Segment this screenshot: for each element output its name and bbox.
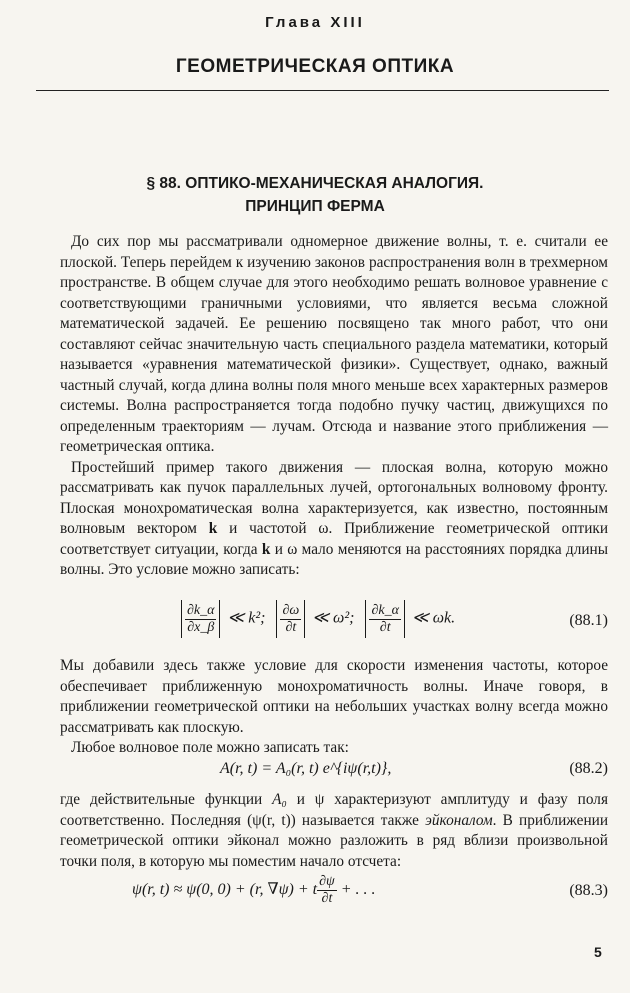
section-title-line2: ПРИНЦИП ФЕРМА [245,198,385,215]
equation-number: (88.3) [569,882,608,899]
paragraph-2: Простейший пример такого движения — плоская волна, которую можно рассматривать как пучок параллельных лучей, ортогональных волновому фронту. Плоская монохроматическая волна характеризуется, как известно, постоянным волновым вектором k и частотой ω. Приближение геометрической оптики соответствует ситуации, когда k и ω мало меняются на расстояниях порядка длины волны. Это условие можно записать: [60,458,609,578]
equation-88-2: A(r, t) = A₀(r, t) e^{iψ(r,t)}, (88.2) [220,760,608,777]
chapter-label: Глава XIII [265,14,365,31]
equation-88-3: ψ(r, t) ≈ ψ(0, 0) + (r, ∇ψ) + t $\frac{\partial\psi}{\partial t}$ + . . . (88.3) [132,874,608,906]
section-title [0,172,630,218]
section-title-line1: § 88. ОПТИКО-МЕХАНИЧЕСКАЯ АНАЛОГИЯ. [146,175,484,192]
paragraph-3: Мы добавили здесь также условие для скорости изменения частоты, которое обеспечивает приближенную монохроматичность волны. Иначе говоря, в приближении геометрической оптики на небольших участках волну всегда можно рассматривать как плоскую. [60,657,608,736]
page-number: 5 [594,944,602,960]
equation-number: (88.1) [569,612,608,629]
eq1-frac1: $\frac{\partial k\_\alpha}{\partial x\_\beta}$ [187,602,215,635]
header-rule [36,90,609,91]
body-text-3 [60,790,608,872]
equation-88-1: $\frac{\partial k\_\alpha}{\partial x\_\beta}$ ≪ k²; $\frac{\partial\omega}{\partial t}$ ≪ ω²; $\frac{\partial k\_\alpha}{\partial t}$ ≪ ωk. (88.1) [60,600,608,652]
eq1-frac2: $\frac{\partial\omega}{\partial t}$ [282,602,300,635]
eq3-frac: $\frac{\partial\psi}{\partial t}$ [319,874,335,906]
paragraph-4: Любое волновое поле можно записать так: [71,739,349,756]
body-text-1 [60,232,608,581]
body-text-2 [60,656,608,759]
chapter-title: ГЕОМЕТРИЧЕСКАЯ ОПТИКА [175,56,455,77]
eq1-frac3: $\frac{\partial k\_\alpha}{\partial t}$ [371,602,399,635]
equation-number: (88.2) [569,760,608,777]
paragraph-5: где действительные функции A₀ и ψ характеризуют амплитуду и фазу поля соответственно. Последняя (ψ(r, t)) называется также эйконалом. В приближении геометрической оптики эйконал можно разложить в ряд вблизи произвольной точки поля, в которую мы поместим начало отсчета: [60,791,609,870]
paragraph-1: До сих пор мы рассматривали одномерное движение волны, т. е. считали ее плоской. Теперь перейдем к изучению законов распространения волн в трехмерном пространстве. В общем случае для этого необходимо решать волновое уравнение с соответствующими граничными условиями, что является весьма сложной математической задачей. Ее решению посвящено так много работ, что они составляют сейчас значительную часть специального раздела математики, который называется «уравнения математической физики». Существует, однако, важный частный случай, когда длина волны поля много меньше всех характерных размеров системы. Волна распространяется тогда подобно пучку частиц, движущихся по определенным траекториям — лучам. Отсюда и название этого приближения — геометрическая оптика. [60,233,608,455]
